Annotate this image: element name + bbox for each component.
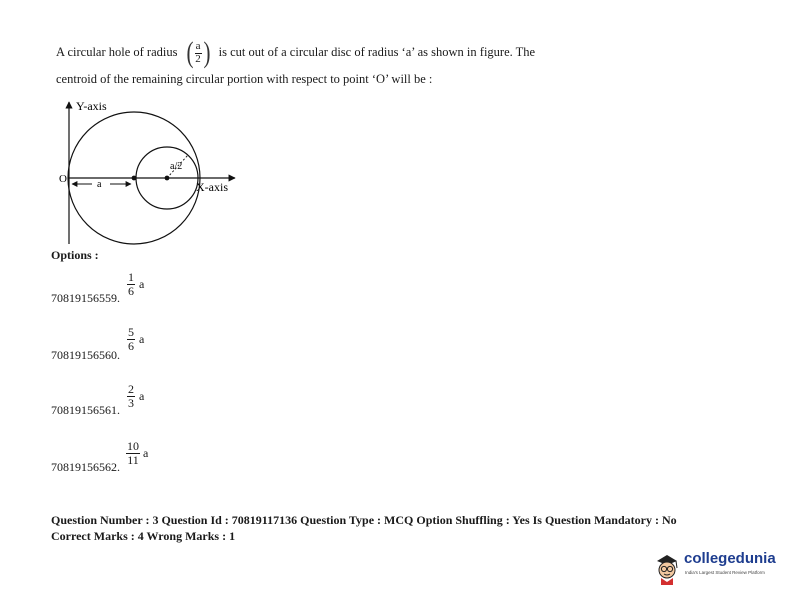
option-numerator: 10 xyxy=(127,439,139,453)
option-id: 70819156560. xyxy=(51,348,120,362)
radius-fraction: ( $\frac{a}{2}$ ) xyxy=(186,36,210,69)
logo-tagline: India's Largest Student Review Platform xyxy=(685,570,765,575)
option-variable: a xyxy=(139,277,145,291)
option-fraction xyxy=(127,326,135,352)
option-fraction xyxy=(127,271,135,297)
question-meta: Question Number : 3 Question Id : 70819117136 Question Type : MCQ Option Shuffling : Yes Is Question Mandatory : No xyxy=(51,513,677,527)
logo-name: collegedunia xyxy=(684,550,776,567)
option-fraction xyxy=(126,440,140,466)
question-line-1 xyxy=(56,38,535,68)
option-denominator: 6 xyxy=(128,283,134,298)
small-radius-label: a/2 xyxy=(170,161,183,172)
option-denominator: 6 xyxy=(128,338,134,353)
option-id: 70819156561. xyxy=(51,403,120,417)
options-title: Options : xyxy=(51,248,99,262)
option-id: 70819156559. xyxy=(51,291,120,305)
option-fraction xyxy=(127,383,135,409)
radius-fraction-denominator: 2 xyxy=(195,52,201,65)
radius-fraction-numerator: a xyxy=(195,39,201,52)
y-axis-label: Y-axis xyxy=(76,99,107,113)
option-numerator: 5 xyxy=(128,325,134,339)
a-dimension-label: a xyxy=(97,179,102,190)
question-text-before: A circular hole of radius xyxy=(56,44,178,59)
option-variable: a xyxy=(139,389,145,403)
x-axis-label: X-axis xyxy=(196,180,228,194)
question-text-after: is cut out of a circular disc of radius ‘a’ as shown in figure. The xyxy=(218,44,536,59)
collegedunia-logo[interactable] xyxy=(652,547,784,587)
marks-info: Correct Marks : 4 Wrong Marks : 1 xyxy=(51,529,236,543)
student-mascot-icon xyxy=(652,549,682,585)
option-denominator: 11 xyxy=(127,452,139,467)
option-numerator: 2 xyxy=(128,382,134,396)
option-variable: a xyxy=(139,332,145,346)
option-id: 70819156562. xyxy=(51,460,120,474)
origin-label: O xyxy=(59,173,67,185)
option-numerator: 1 xyxy=(128,270,134,284)
option-denominator: 3 xyxy=(128,395,134,410)
option-variable: a xyxy=(143,446,149,460)
disc-figure xyxy=(52,96,252,246)
question-line-2: centroid of the remaining circular portion with respect to point ‘O’ will be : xyxy=(56,72,433,86)
large-disc-center xyxy=(132,176,137,181)
